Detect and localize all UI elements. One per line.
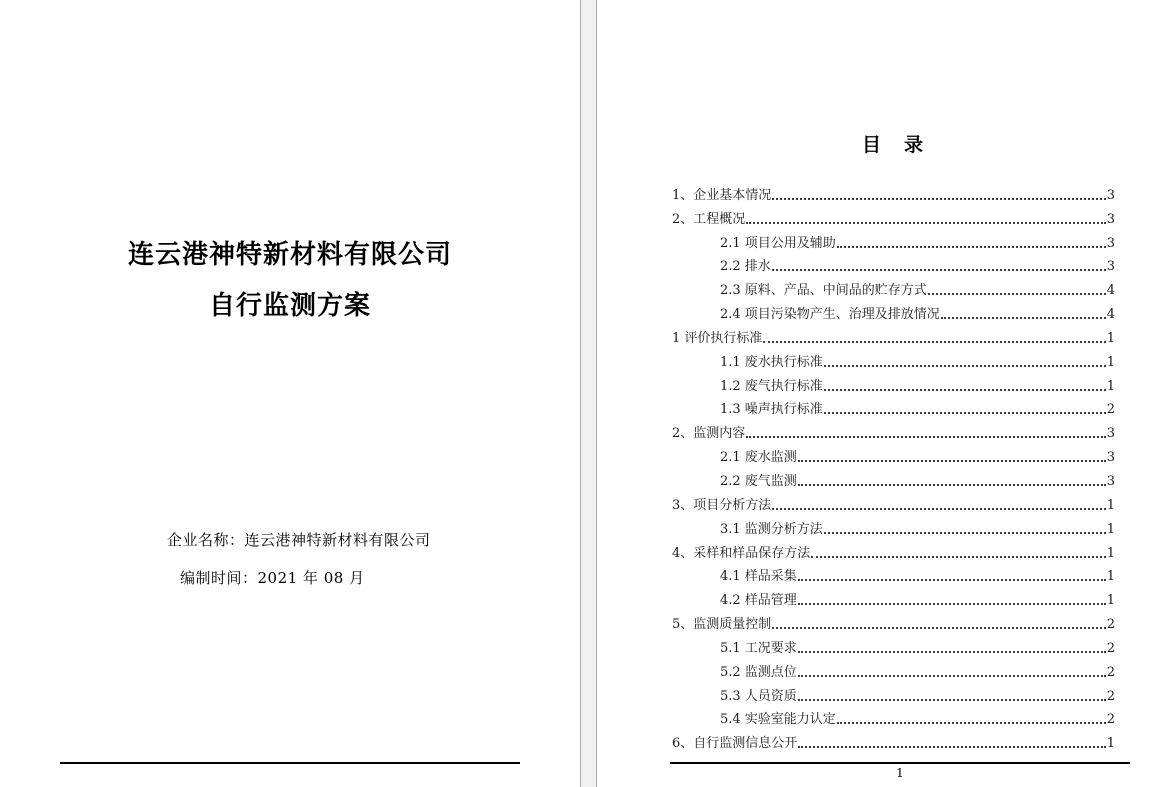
cover-title-line1: 连云港神特新材料有限公司 [127,240,452,270]
toc-leader-dots [772,508,1105,510]
toc-leader-dots [798,675,1106,677]
toc-entry-label: 3、项目分析方法 [672,497,772,513]
toc-entry[interactable] [672,231,1115,255]
toc-footer-rule [670,762,1130,764]
toc-entry[interactable] [672,255,1115,279]
toc-entry-label: 4、采样和样品保存方法 [672,545,811,561]
toc-entry-page: 1 [1106,378,1115,394]
toc-leader-dots [824,412,1106,414]
toc-entry[interactable] [672,350,1115,374]
toc-leader-dots [824,532,1106,534]
toc-entry-label: 5.3 人员资质 [720,688,797,704]
page-number: 1 [896,766,904,780]
toc-entry-label: 2.3 原料、产品、中间品的贮存方式 [720,283,927,299]
toc-entry-page: 2 [1106,617,1115,633]
toc-entry-page: 1 [1106,545,1115,561]
toc-page [596,0,1152,787]
toc-entry[interactable] [672,326,1115,350]
toc-entry-page: 1 [1106,330,1115,346]
cover-footer-rule [60,762,520,764]
toc-heading: 目 录 [861,134,925,156]
toc-leader-dots [763,341,1105,343]
toc-leader-dots [746,222,1105,224]
toc-entry-label: 4.1 样品采集 [720,569,797,585]
toc-entry-page: 1 [1106,569,1115,585]
toc-entry-page: 3 [1106,450,1115,466]
toc-entry-page: 4 [1106,307,1115,323]
cover-compile-date: 编制时间：2021 年 08 月 [180,569,365,587]
toc-entry-label: 1 评价执行标准 [672,330,763,346]
toc-entry-label: 1.1 废水执行标准 [720,354,823,370]
toc-entry-page: 4 [1106,283,1115,299]
toc-leader-dots [798,746,1105,748]
toc-leader-dots [928,293,1106,295]
toc-entry-page: 2 [1106,402,1115,418]
toc-entry-page: 3 [1106,235,1115,251]
toc-entry-label: 2、工程概况 [672,211,746,227]
cover-title-line2: 自行监测方案 [208,291,371,321]
toc-entry[interactable] [672,588,1115,612]
toc-entry-page: 3 [1106,211,1115,227]
toc-entry-label: 3.1 监测分析方法 [720,521,823,537]
toc-leader-dots [798,484,1106,486]
toc-entry-label: 5.1 工况要求 [720,640,797,656]
toc-entry-page: 1 [1106,736,1115,752]
toc-entry-page: 1 [1106,521,1115,537]
toc-entry-label: 5.4 实验室能力认定 [720,712,836,728]
toc-entry[interactable] [672,731,1115,755]
toc-leader-dots [824,389,1106,391]
toc-entry-page: 3 [1106,259,1115,275]
toc-entry-label: 1、企业基本情况 [672,187,772,203]
toc-entry[interactable] [672,183,1115,207]
toc-entry-label: 4.2 样品管理 [720,593,797,609]
toc-entry[interactable] [672,302,1115,326]
toc-entry-page: 2 [1106,688,1115,704]
toc-leader-dots [772,269,1106,271]
toc-leader-dots [798,651,1106,653]
toc-entry-label: 2.1 项目公用及辅助 [720,235,836,251]
toc-leader-dots [798,699,1106,701]
toc-entry-label: 2.2 排水 [720,259,771,275]
toc-entry[interactable] [672,660,1115,684]
toc-entry-page: 1 [1106,354,1115,370]
toc-entry-page: 1 [1106,497,1115,513]
toc-entry[interactable] [672,493,1115,517]
toc-leader-dots [941,317,1106,319]
toc-leader-dots [837,246,1106,248]
toc-entry[interactable] [672,374,1115,398]
toc-entry-label: 1.2 废气执行标准 [720,378,823,394]
toc-entry-label: 2.1 废水监测 [720,450,797,466]
toc-entry-label: 2.4 项目污染物产生、治理及排放情况 [720,307,940,323]
toc-entry[interactable] [672,207,1115,231]
toc-entry-label: 1.3 噪声执行标准 [720,402,823,418]
cover-company-name: 企业名称：连云港神特新材料有限公司 [167,531,431,549]
toc-entry[interactable] [672,398,1115,422]
toc-entry[interactable] [672,445,1115,469]
toc-entry[interactable] [672,565,1115,589]
toc-entry-label: 2.2 废气监测 [720,473,797,489]
toc-entry[interactable] [672,636,1115,660]
toc-entry-page: 2 [1106,640,1115,656]
toc-leader-dots [772,627,1105,629]
toc-entry[interactable] [672,708,1115,732]
toc-leader-dots [798,579,1106,581]
toc-entry[interactable] [672,278,1115,302]
toc-entry-page: 3 [1106,473,1115,489]
toc-entry-label: 5.2 监测点位 [720,664,797,680]
toc-entry-label: 6、自行监测信息公开 [672,736,798,752]
toc-leader-dots [798,603,1106,605]
toc-entry[interactable] [672,469,1115,493]
toc-leader-dots [798,460,1106,462]
toc-entry-page: 2 [1106,664,1115,680]
toc-leader-dots [772,198,1105,200]
toc-entry-page: 3 [1106,187,1115,203]
toc-leader-dots [837,722,1106,724]
toc-entry-page: 3 [1106,426,1115,442]
toc-entry[interactable] [672,684,1115,708]
toc-entry[interactable] [672,541,1115,565]
toc-entry[interactable] [672,517,1115,541]
toc-entry-page: 1 [1106,593,1115,609]
toc-entry[interactable] [672,421,1115,445]
toc-entry-page: 2 [1106,712,1115,728]
toc-leader-dots [811,556,1105,558]
toc-entry-label: 2、监测内容 [672,426,746,442]
toc-leader-dots [824,365,1106,367]
toc-leader-dots [746,436,1105,438]
toc-list [672,183,1115,755]
toc-entry[interactable] [672,612,1115,636]
toc-entry-label: 5、监测质量控制 [672,617,772,633]
